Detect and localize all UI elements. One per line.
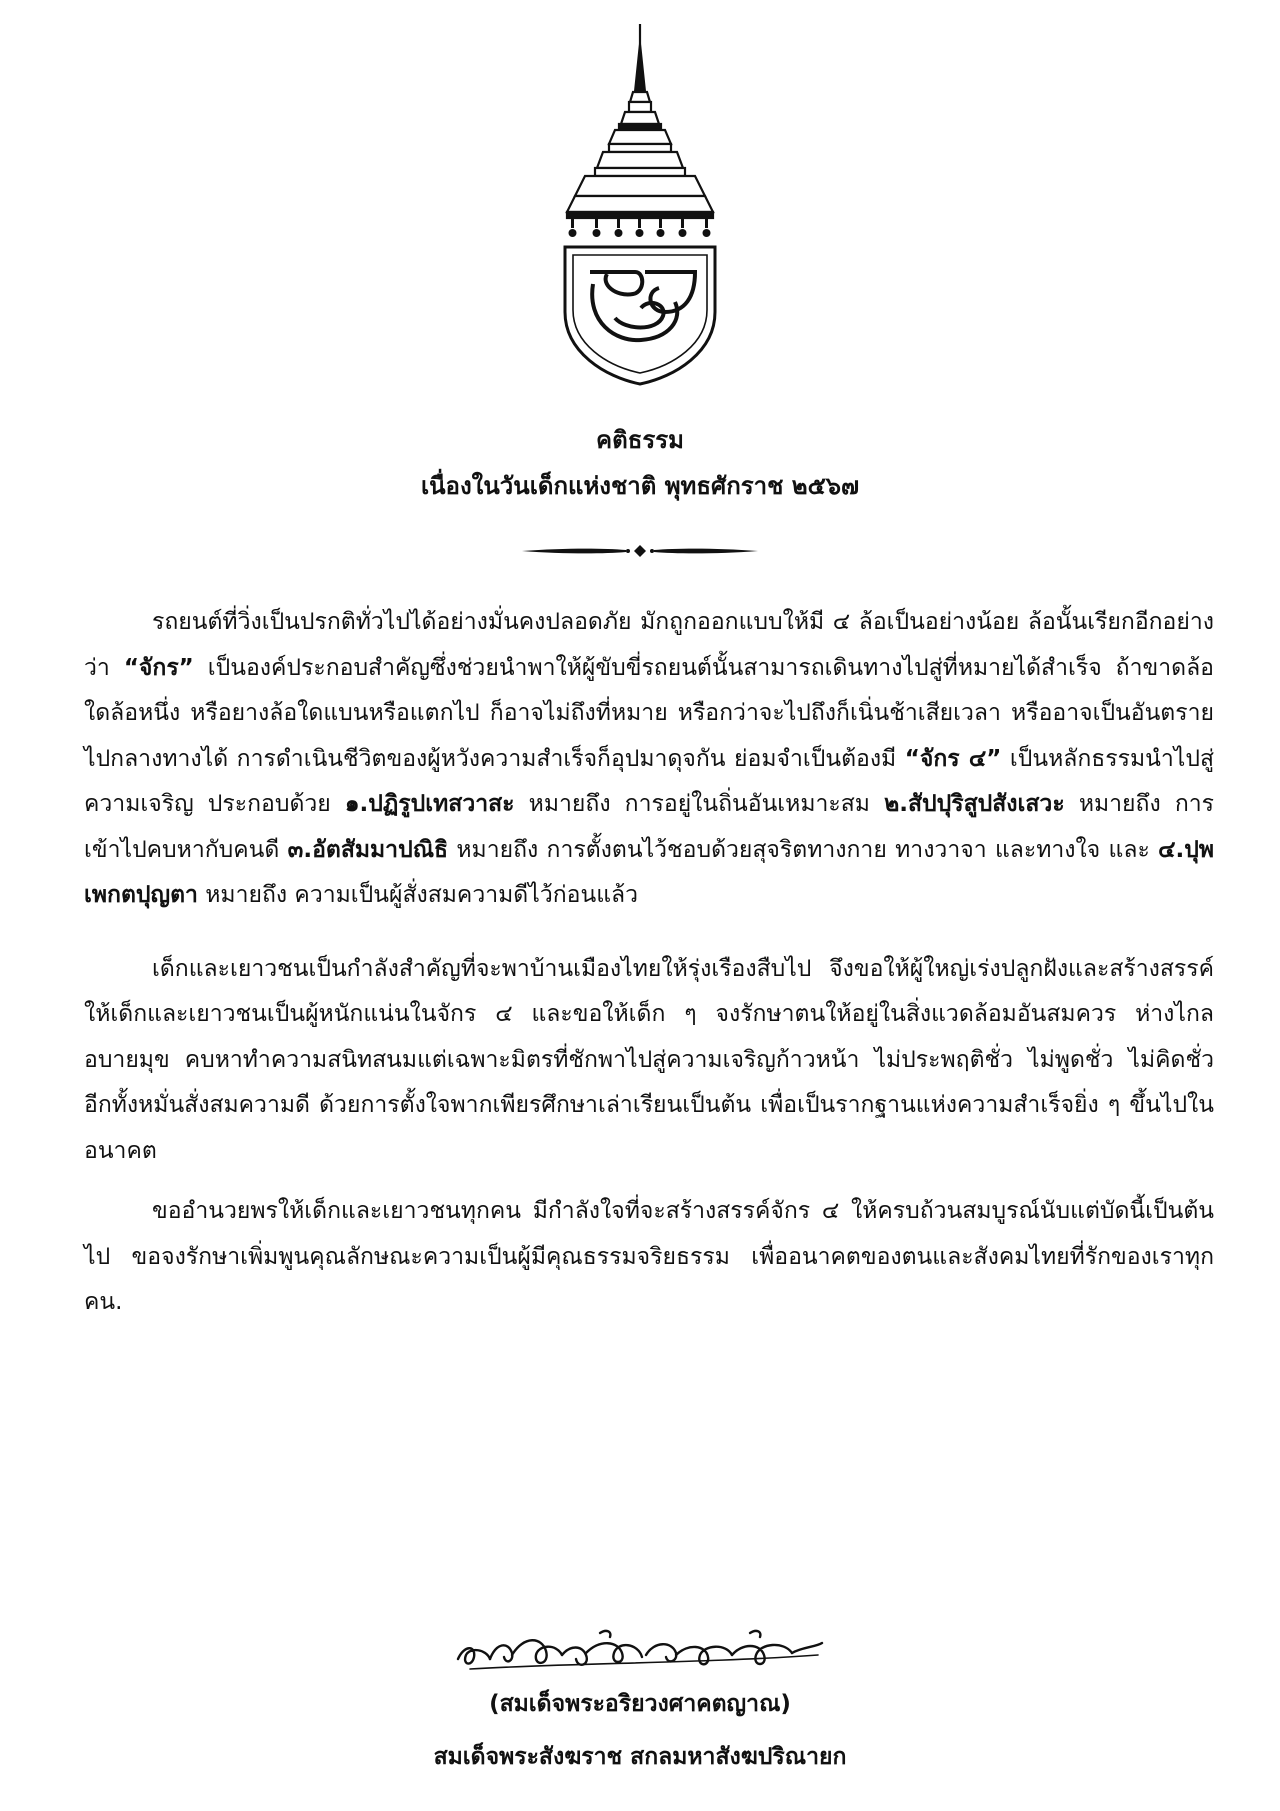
paragraph-3: ขออำนวยพรให้เด็กและเยาวชนทุกคน มีกำลังใจที่จะสร้างสรรค์จักร ๔ ให้ครบถ้วนสมบูรณ์นับแต่บัดนี้เป็นต้นไป ขอจงรักษาเพิ่มพูนคุณลักษณะความเป็นผู้มีคุณธรรมจริยธรรม เพื่ออนาคตของตนและสังคมไทยที่รักของเราทุกคน. — [84, 1198, 1214, 1315]
page-title: คติธรรม — [596, 426, 684, 454]
royal-spire-crest-emblem-icon — [545, 22, 735, 387]
paragraph-2: เด็กและเยาวชนเป็นกำลังสำคัญที่จะพาบ้านเมืองไทยให้รุ่งเรืองสืบไป จึงขอให้ผู้ใหญ่เร่งปลูกฝังและสร้างสรรค์ให้เด็กและเยาวชนเป็นผู้หนักแน่นในจักร ๔ และขอให้เด็ก ๆ จงรักษาตนให้อยู่ในสิ่งแวดล้อมอันสมควร ห่างไกลอบายมุข คบหาทำความสนิทสนมแต่เฉพาะมิตรที่ชักพาไปสู่ความเจริญก้าวหน้า ไม่ประพฤติชั่ว ไม่พูดชั่ว ไม่คิดชั่ว อีกทั้งหมั่นสั่งสมความดี ด้วยการตั้งใจพากเพียรศึกษาเล่าเรียนเป็นต้น เพื่อเป็นรากฐานแห่งความสำเร็จยิ่ง ๆ ขึ้นไปในอนาคต — [84, 955, 1214, 1164]
body-text — [84, 600, 1214, 1326]
header — [0, 418, 1280, 508]
page-subtitle: เนื่องในวันเด็กแห่งชาติ พุทธศักราช ๒๕๖๗ — [420, 472, 860, 500]
signatory-title: สมเด็จพระสังฆราช สกลมหาสังฆปริณายก — [433, 1744, 847, 1770]
ornamental-divider-icon — [522, 540, 758, 562]
paragraph-1: รถยนต์ที่วิ่งเป็นปรกติทั่วไปได้อย่างมั่นคงปลอดภัย มักถูกออกแบบให้มี ๔ ล้อเป็นอย่างน้อย ล้อนั้นเรียกอีกอย่างว่า “จักร” เป็นองค์ประกอบสำคัญซึ่งช่วยนำพาให้ผู้ขับขี่รถยนต์นั้นสามารถเดินทางไปสู่ที่หมายได้สำเร็จ ถ้าขาดล้อใดล้อหนึ่ง หรือยางล้อใดแบนหรือแตกไป ก็อาจไม่ถึงที่หมาย หรือกว่าจะไปถึงก็เนิ่นช้าเสียเวลา หรืออาจเป็นอันตรายไปกลางทางได้ การดำเนินชีวิตของผู้หวังความสำเร็จก็อุปมาดุจกัน ย่อมจำเป็นต้องมี “จักร ๔” เป็นหลักธรรมนำไปสู่ความเจริญ ประกอบด้วย ๑.ปฏิรูปเทสวาสะ หมายถึง การอยู่ในถิ่นอันเหมาะสม ๒.สัปปุริสูปสังเสวะ หมายถึง การเข้าไปคบหากับคนดี ๓.อัตสัมมาปณิธิ หมายถึง การตั้งตนไว้ชอบด้วยสุจริตทางกาย ทางวาจา และทางใจ และ ๔.ปุพเพกตปุญตา หมายถึง ความเป็นผู้สั่งสมความดีไว้ก่อนแล้ว — [84, 609, 1215, 908]
signatory-name: (สมเด็จพระอริยวงศาคตญาณ) — [489, 1691, 791, 1717]
handwritten-signature-icon — [450, 1625, 830, 1677]
